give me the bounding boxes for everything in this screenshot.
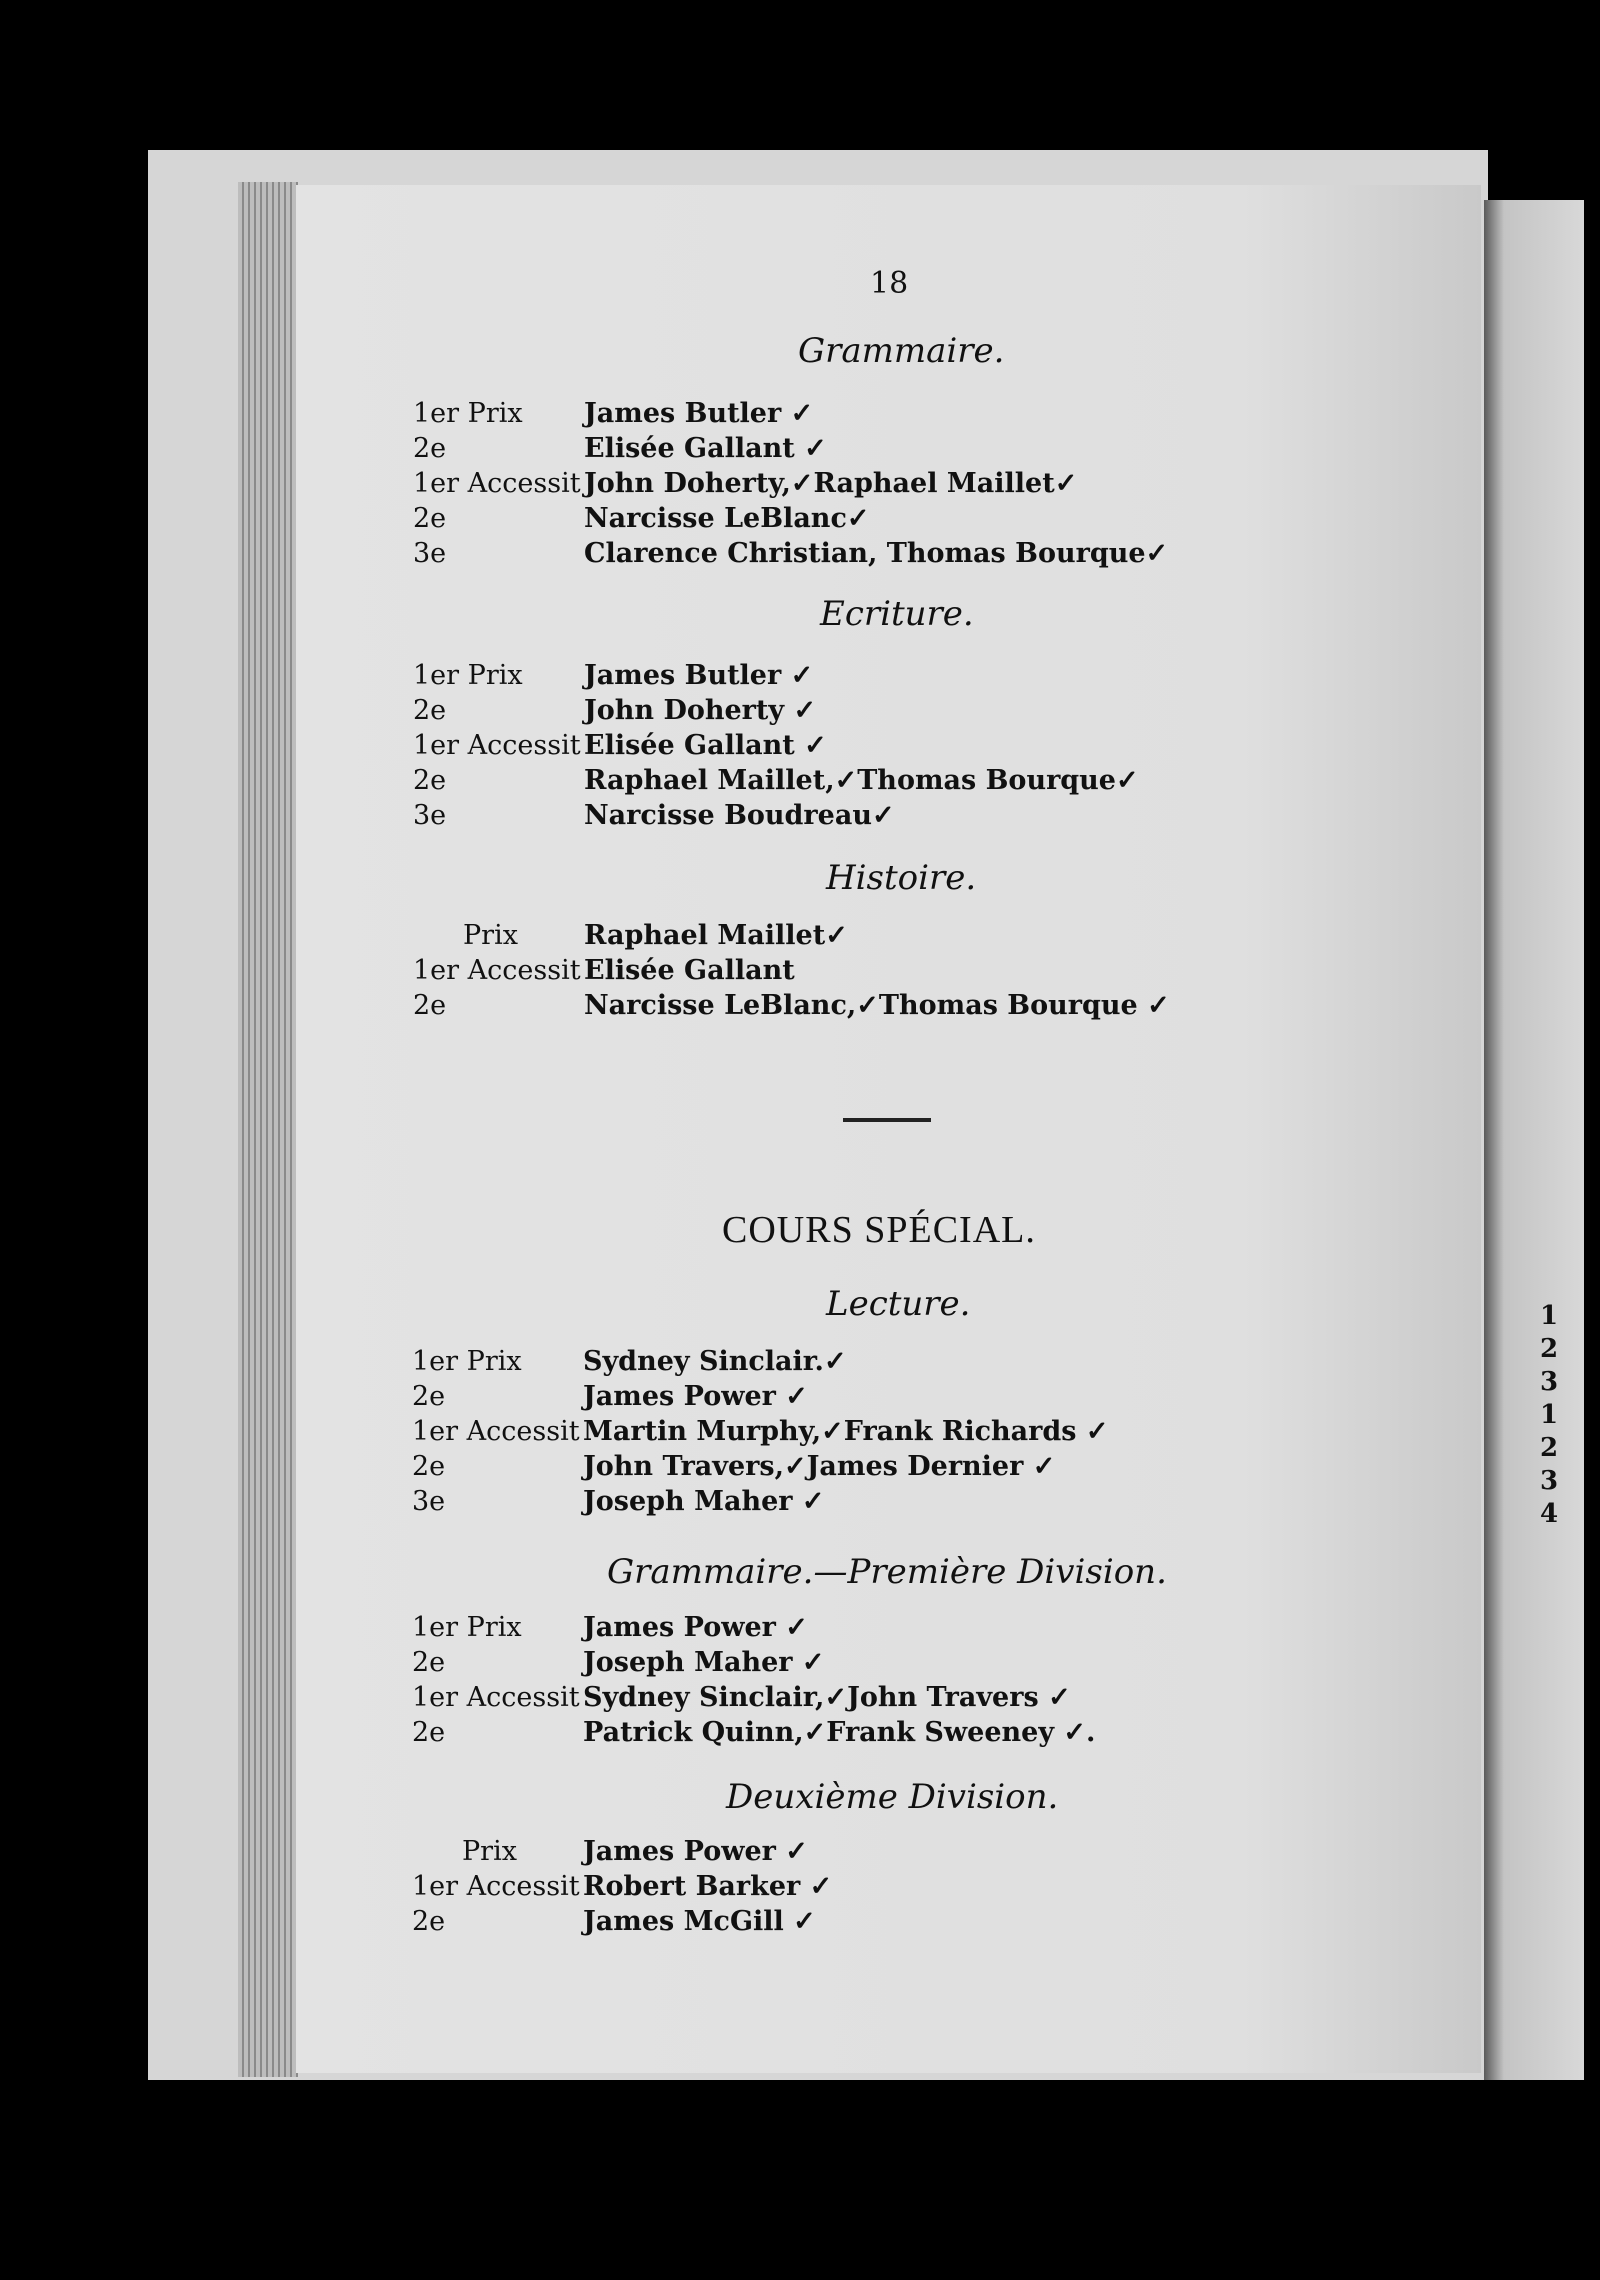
rank-label: 1er Prix bbox=[413, 398, 523, 429]
rank-label: 3e bbox=[413, 538, 447, 569]
student-names: Narcisse LeBlanc,✓Thomas Bourque ✓ bbox=[584, 990, 1170, 1021]
rank-label: 1er Prix bbox=[413, 660, 523, 691]
section-heading-ecriture: Ecriture. bbox=[820, 594, 974, 634]
student-names: James McGill ✓ bbox=[583, 1906, 816, 1937]
student-names: Sydney Sinclair.✓ bbox=[583, 1346, 847, 1377]
rank-label: Prix bbox=[463, 920, 518, 951]
rank-label: 3e bbox=[413, 800, 447, 831]
rank-label: 2e bbox=[412, 1647, 446, 1678]
section-divider bbox=[843, 1118, 931, 1122]
rank-label: 1er Prix bbox=[412, 1346, 522, 1377]
student-names: Patrick Quinn,✓Frank Sweeney ✓. bbox=[583, 1717, 1096, 1748]
section-heading-grammaire: Grammaire. bbox=[798, 331, 1005, 371]
rank-label: 1er Accessit bbox=[412, 1416, 580, 1447]
rank-label: 2e bbox=[412, 1381, 446, 1412]
rank-label: 1er Accessit bbox=[413, 730, 581, 761]
student-names: John Travers,✓James Dernier ✓ bbox=[583, 1451, 1056, 1482]
student-names: Elisée Gallant ✓ bbox=[584, 730, 827, 761]
section-heading-lecture: Lecture. bbox=[826, 1284, 971, 1324]
student-names: John Doherty,✓Raphael Maillet✓ bbox=[584, 468, 1078, 499]
student-names: Martin Murphy,✓Frank Richards ✓ bbox=[583, 1416, 1109, 1447]
student-names: James Butler ✓ bbox=[584, 660, 814, 691]
fragment-line: 3 bbox=[1540, 1466, 1559, 1496]
student-names: Sydney Sinclair,✓John Travers ✓ bbox=[583, 1682, 1071, 1713]
rank-label: 2e bbox=[413, 765, 447, 796]
fragment-line: 4 bbox=[1540, 1499, 1559, 1529]
student-names: Elisée Gallant bbox=[584, 955, 795, 986]
rank-label: 2e bbox=[412, 1906, 446, 1937]
student-names: Joseph Maher ✓ bbox=[583, 1486, 825, 1517]
student-names: Elisée Gallant ✓ bbox=[584, 433, 827, 464]
rank-label: 1er Prix bbox=[412, 1612, 522, 1643]
fragment-line: 3 bbox=[1540, 1367, 1559, 1397]
student-names: Raphael Maillet,✓Thomas Bourque✓ bbox=[584, 765, 1139, 796]
student-names: James Power ✓ bbox=[583, 1381, 808, 1412]
student-names: Joseph Maher ✓ bbox=[583, 1647, 825, 1678]
rank-label: 2e bbox=[412, 1451, 446, 1482]
section-heading-grammaire-premiere-division: Grammaire.—Première Division. bbox=[607, 1552, 1167, 1592]
cours-special-title: COURS SPÉCIAL. bbox=[722, 1209, 1036, 1251]
rank-label: 1er Accessit bbox=[412, 1682, 580, 1713]
student-names: Narcisse Boudreau✓ bbox=[584, 800, 895, 831]
student-names: Narcisse LeBlanc✓ bbox=[584, 503, 870, 534]
rank-label: Prix bbox=[462, 1836, 517, 1867]
rank-label: 1er Accessit bbox=[412, 1871, 580, 1902]
rank-label: 2e bbox=[413, 695, 447, 726]
fragment-line: 2 bbox=[1540, 1334, 1559, 1364]
section-heading-histoire: Histoire. bbox=[826, 858, 977, 898]
rank-label: 2e bbox=[413, 990, 447, 1021]
student-names: James Power ✓ bbox=[583, 1836, 808, 1867]
rank-label: 3e bbox=[412, 1486, 446, 1517]
student-names: Robert Barker ✓ bbox=[583, 1871, 833, 1902]
section-heading-deuxieme-division: Deuxième Division. bbox=[726, 1777, 1059, 1817]
fragment-line: 1 bbox=[1540, 1301, 1559, 1331]
rank-label: 2e bbox=[413, 433, 447, 464]
student-names: James Power ✓ bbox=[583, 1612, 808, 1643]
rank-label: 2e bbox=[412, 1717, 446, 1748]
student-names: John Doherty ✓ bbox=[584, 695, 817, 726]
rank-label: 1er Accessit bbox=[413, 468, 581, 499]
student-names: Clarence Christian, Thomas Bourque✓ bbox=[584, 538, 1169, 569]
student-names: Raphael Maillet✓ bbox=[584, 920, 848, 951]
page-number: 18 bbox=[870, 266, 909, 301]
fragment-line: 2 bbox=[1540, 1433, 1559, 1463]
student-names: James Butler ✓ bbox=[584, 398, 814, 429]
fragment-line: 1 bbox=[1540, 1400, 1559, 1430]
rank-label: 1er Accessit bbox=[413, 955, 581, 986]
rank-label: 2e bbox=[413, 503, 447, 534]
